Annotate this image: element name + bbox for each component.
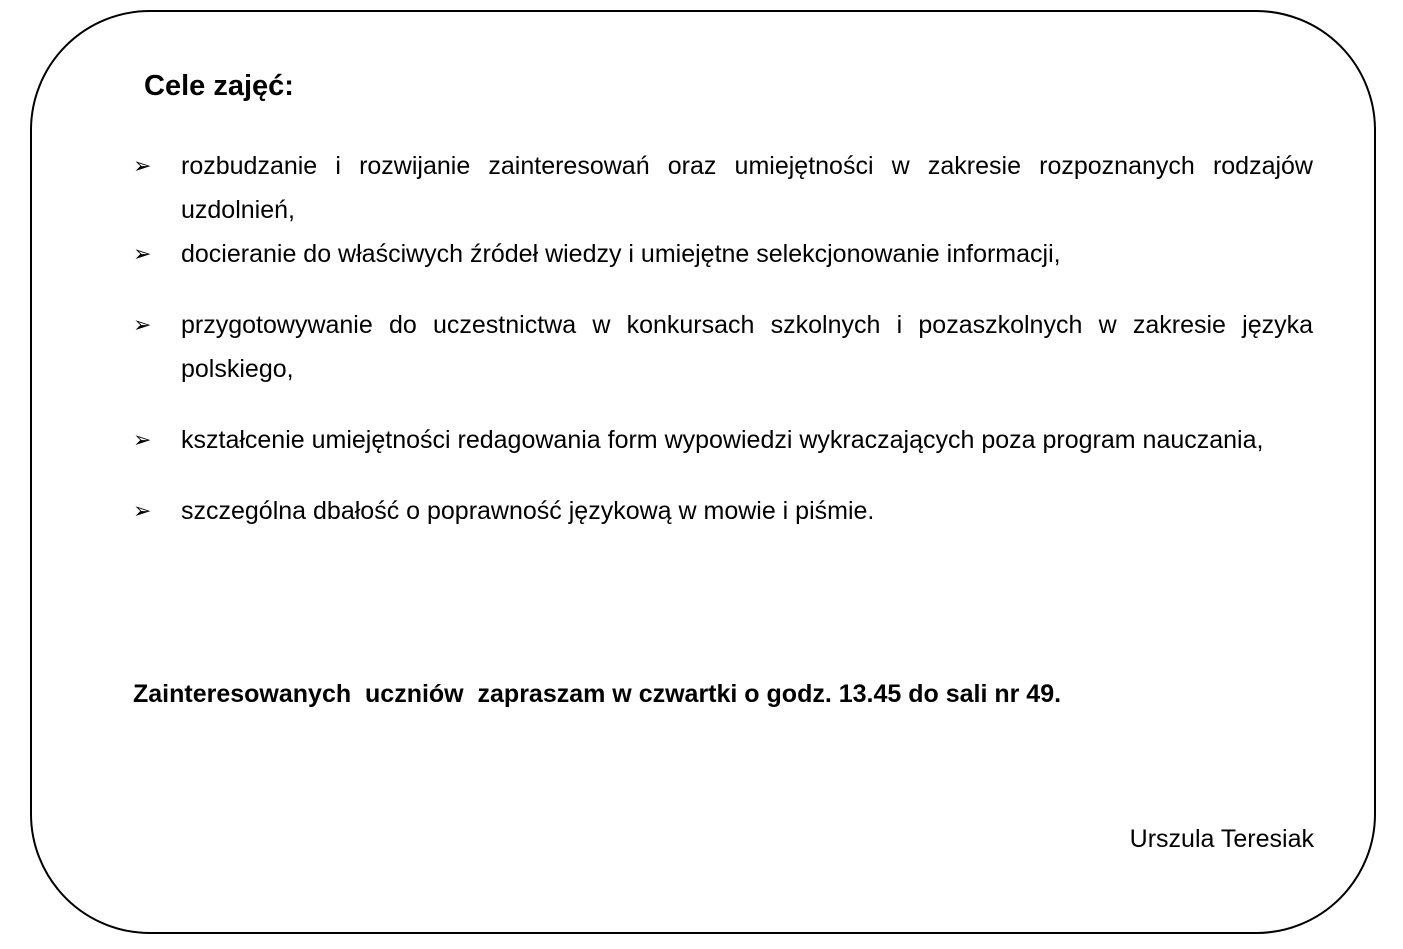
invitation-text: Zainteresowanych uczniów zapraszam w czwartki o godz. 13.45 do sali nr 49. xyxy=(133,680,1062,708)
arrowhead-bullet-icon: ➢ xyxy=(133,427,152,452)
arrowhead-bullet-icon: ➢ xyxy=(133,312,152,337)
goals-list xyxy=(133,144,1313,533)
goal-item xyxy=(133,303,1313,391)
arrowhead-bullet-icon: ➢ xyxy=(133,153,152,178)
goal-text: kształcenie umiejętności redagowania form wypowiedzi wykraczających poza program nauczania, xyxy=(181,426,1264,454)
heading: Cele zajęć: xyxy=(144,70,294,102)
author-signature: Urszula Teresiak xyxy=(1129,825,1314,853)
goal-text: rozbudzanie i rozwijanie zainteresowań oraz umiejętności w zakresie rozpoznanych rodzajów uzdolnień, xyxy=(181,152,1313,224)
arrowhead-bullet-icon: ➢ xyxy=(133,241,152,266)
goal-text: szczególna dbałość o poprawność językową w mowie i piśmie. xyxy=(181,497,875,525)
goal-item xyxy=(133,418,1313,462)
goal-text: docieranie do właściwych źródeł wiedzy i umiejętne selekcjonowanie informacji, xyxy=(181,240,1061,268)
goal-item xyxy=(133,232,1313,276)
goal-item xyxy=(133,144,1313,232)
arrowhead-bullet-icon: ➢ xyxy=(133,498,152,523)
goal-item xyxy=(133,489,1313,533)
goal-text: przygotowywanie do uczestnictwa w konkursach szkolnych i pozaszkolnych w zakresie języka polskiego, xyxy=(181,311,1313,383)
